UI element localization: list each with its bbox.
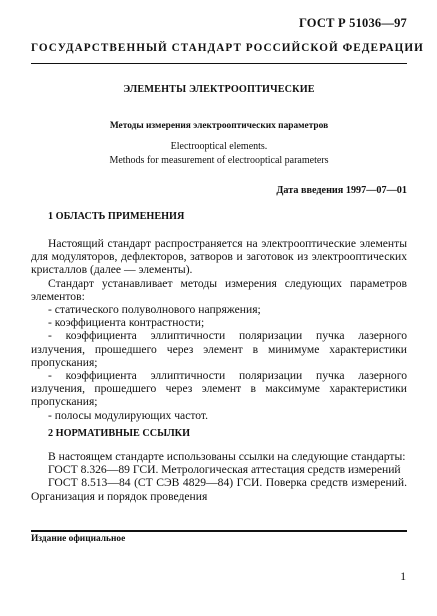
list-item: - полосы модулирующих частот. [48, 408, 208, 422]
list-item: - статического полуволнового напряжения; [48, 303, 261, 317]
reference-item: ГОСТ 8.513—84 (СТ СЭВ 4829—84) ГСИ. Поверка средств измерений. Организация и порядок проведения [31, 476, 407, 503]
section-1-body [31, 237, 407, 422]
subtitle-russian: Методы измерения электрооптических параметров [109, 121, 329, 131]
footer-divider [31, 530, 407, 532]
paragraph: В настоящем стандарте использованы ссылки на следующие стандарты: [48, 450, 406, 463]
paragraph: Настоящий стандарт распространяется на электрооптические элементы для модуляторов, дефлекторов, затворов и заготовок из электрооптических кристаллов (далее — элементы). [31, 237, 407, 277]
list-item: - коэффициента контрастности; [48, 316, 205, 330]
section-2-body [31, 450, 407, 503]
document-title: ЭЛЕМЕНТЫ ЭЛЕКТРООПТИЧЕСКИЕ [123, 84, 315, 95]
reference-item: ГОСТ 8.326—89 ГСИ. Метрологическая аттестация средств измерений [48, 463, 401, 477]
organization-title: ГОСУДАРСТВЕННЫЙ СТАНДАРТ РОССИЙСКОЙ ФЕДЕРАЦИИ [31, 42, 424, 54]
section-1-heading: 1 ОБЛАСТЬ ПРИМЕНЕНИЯ [48, 211, 185, 222]
section-2-heading: 2 НОРМАТИВНЫЕ ССЫЛКИ [48, 428, 190, 439]
page-number: 1 [400, 570, 406, 583]
header-divider [31, 63, 407, 64]
standard-number: ГОСТ Р 51036—97 [298, 16, 407, 30]
official-edition-label: Издание официальное [31, 534, 126, 544]
list-item: - коэффициента эллиптичности поляризации пучка лазерного излучения, прошедшего через элемент в максимуме характеристики пропускания; [31, 369, 407, 409]
subtitle-english-line-2: Methods for measurement of electrooptical parameters [109, 154, 329, 166]
paragraph: Стандарт устанавливает методы измерения следующих параметров элементов: [31, 276, 407, 303]
subtitle-english [31, 140, 407, 167]
list-item: - коэффициента эллиптичности поляризации пучка лазерного излучения, прошедшего через элемент в минимуме характеристики пропускания; [31, 329, 407, 369]
introduction-date: Дата введения 1997—07—01 [276, 185, 407, 196]
subtitle-english-line-1: Electrooptical elements. [170, 141, 268, 152]
